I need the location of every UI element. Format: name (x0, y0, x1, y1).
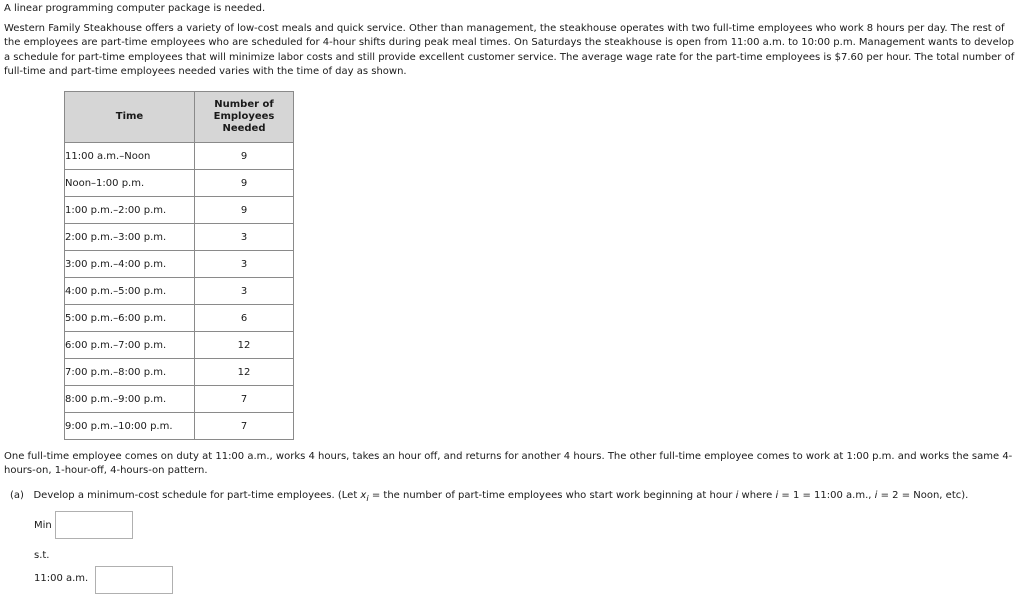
employees-needed-cell: 7 (195, 413, 294, 440)
constraint-label-1100am: 11:00 a.m. (34, 573, 89, 584)
table-row (65, 224, 294, 251)
min-label: Min (34, 520, 52, 531)
employees-needed-table (64, 91, 294, 440)
fulltime-info: One full-time employee comes on duty at 11:00 a.m., works 4 hours, takes an hour off, and returns for another 4 hours. The other full-time employee comes to work at 1:00 p.m. and works the same 4-hours-on, 1-hour-off, 4-hours-on pattern. (4, 451, 1013, 477)
employees-needed-cell: 12 (195, 332, 294, 359)
var-i: i (735, 490, 739, 501)
part-a-marker: (a) (10, 490, 24, 501)
intro-text: A linear programming computer package is needed. (4, 3, 266, 14)
var-i: i (775, 490, 779, 501)
table-row (65, 386, 294, 413)
time-cell: 5:00 p.m.–6:00 p.m. (65, 305, 195, 332)
employees-needed-cell: 9 (195, 197, 294, 224)
time-cell: 6:00 p.m.–7:00 p.m. (65, 332, 195, 359)
time-cell: 3:00 p.m.–4:00 p.m. (65, 251, 195, 278)
time-cell: Noon–1:00 p.m. (65, 170, 195, 197)
employees-needed-header: Number of Employees Needed (195, 92, 294, 143)
time-cell: 11:00 a.m.–Noon (65, 143, 195, 170)
time-cell: 1:00 p.m.–2:00 p.m. (65, 197, 195, 224)
time-cell: 2:00 p.m.–3:00 p.m. (65, 224, 195, 251)
part-a-text-2: = the number of part-time employees who start work beginning at hour (368, 490, 736, 501)
time-header: Time (65, 92, 195, 143)
part-a-text: Develop a minimum-cost schedule for part-time employees. (Let (33, 490, 361, 501)
var-i: i (874, 490, 878, 501)
employees-needed-cell: 9 (195, 143, 294, 170)
table-header-row (65, 92, 294, 143)
time-cell: 9:00 p.m.–10:00 p.m. (65, 413, 195, 440)
table-row (65, 332, 294, 359)
part-a-question (10, 489, 968, 505)
part-a-text-3: where (738, 490, 776, 501)
table-row (65, 359, 294, 386)
table-row (65, 143, 294, 170)
part-a-text-5: = 2 = Noon, etc). (877, 490, 969, 501)
problem-description: Western Family Steakhouse offers a variety of low-cost meals and quick service. Other than management, the steakhouse operates with two full-time employees who work 8 hours per day. The rest of the employees are part-time employees who are scheduled for 4-hour shifts during peak meal times. On Saturdays the steakhouse is open from 11:00 a.m. to 10:00 p.m. Management wants to develop a schedule for part-time employees that will minimize labor costs and still provide excellent customer service. The average wage rate for the part-time employees is $7.60 per hour. The total number of full-time and part-time employees needed varies with the time of day as shown. (4, 23, 1015, 77)
employees-needed-cell: 6 (195, 305, 294, 332)
constraint-input-1100am[interactable] (95, 566, 173, 594)
time-cell: 8:00 p.m.–9:00 p.m. (65, 386, 195, 413)
table-row (65, 305, 294, 332)
employees-needed-cell: 7 (195, 386, 294, 413)
part-a-text-4: = 1 = 11:00 a.m., (778, 490, 875, 501)
objective-input[interactable] (55, 511, 133, 539)
employees-needed-cell: 9 (195, 170, 294, 197)
table-row (65, 197, 294, 224)
var-sub-i: i (366, 493, 369, 503)
employees-needed-cell: 3 (195, 224, 294, 251)
employees-needed-cell: 3 (195, 251, 294, 278)
table-row (65, 251, 294, 278)
employees-needed-cell: 3 (195, 278, 294, 305)
time-cell: 7:00 p.m.–8:00 p.m. (65, 359, 195, 386)
time-cell: 4:00 p.m.–5:00 p.m. (65, 278, 195, 305)
table-row (65, 278, 294, 305)
subject-to-label: s.t. (34, 550, 50, 561)
table-row (65, 413, 294, 440)
var-x: x (360, 490, 367, 501)
table-row (65, 170, 294, 197)
employees-needed-cell: 12 (195, 359, 294, 386)
